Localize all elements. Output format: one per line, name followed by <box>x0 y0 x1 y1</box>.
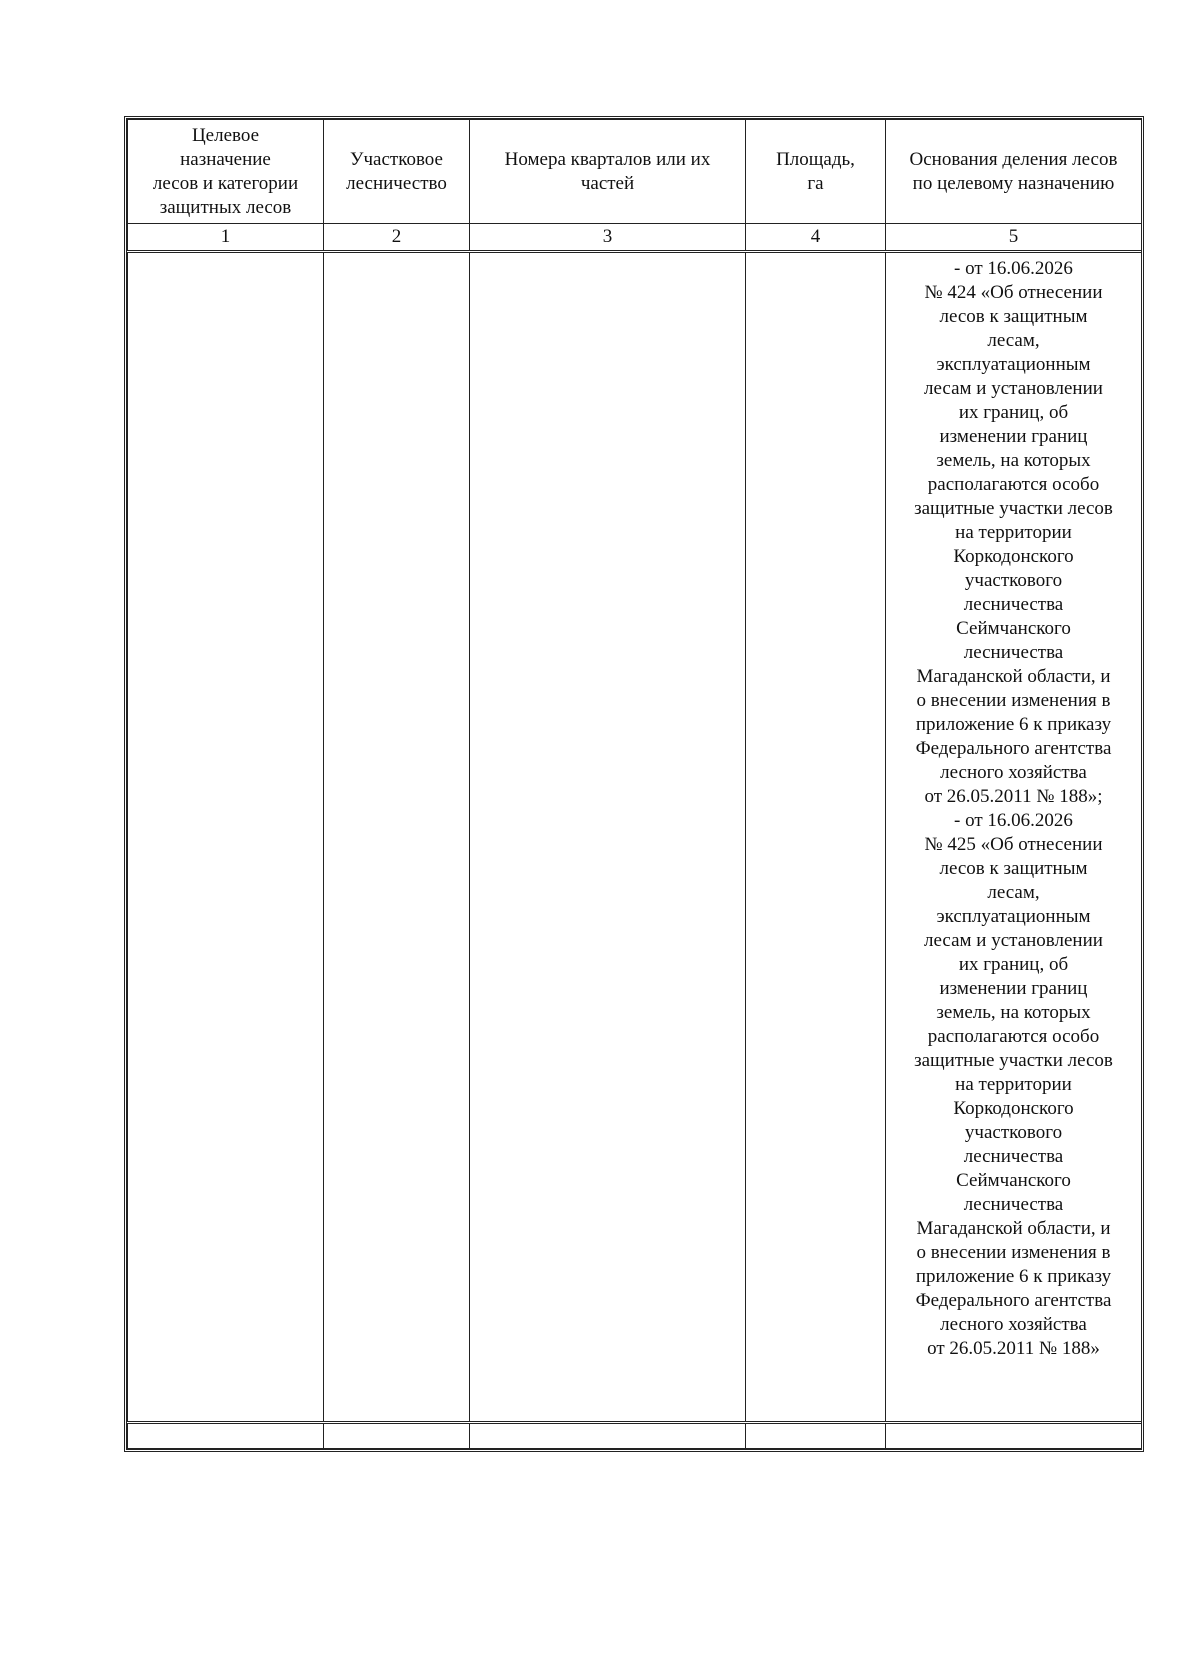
basis-line: защитные участки лесов <box>914 1050 1113 1071</box>
basis-line: участкового <box>964 1122 1063 1143</box>
basis-line: лесного хозяйства <box>940 1314 1087 1335</box>
cell-quarters <box>470 252 746 1423</box>
basis-line: лесничества <box>963 1194 1064 1215</box>
empty-footer-row <box>128 1423 1142 1449</box>
basis-line: изменении границ <box>939 426 1088 447</box>
basis-line: их границ, об <box>958 954 1069 975</box>
basis-line: о внесении изменения в <box>916 1242 1111 1263</box>
basis-line: - от 16.06.2026 <box>954 258 1073 279</box>
basis-line: о внесении изменения в <box>916 690 1111 711</box>
column-number: 1 <box>128 224 324 252</box>
basis-line: участкового <box>964 570 1063 591</box>
header-row <box>128 120 1142 224</box>
cell-purpose <box>128 252 324 1423</box>
header-district <box>324 120 470 224</box>
basis-line: от 26.05.2011 № 188» <box>927 1338 1100 1359</box>
basis-line: земель, на которых <box>936 450 1091 471</box>
empty-cell <box>470 1423 746 1449</box>
basis-line: Магаданской области, и <box>916 1218 1111 1239</box>
basis-line: лесам, <box>987 330 1040 351</box>
table-row <box>128 252 1142 1423</box>
basis-line: Коркодонского <box>953 546 1074 567</box>
basis-line: земель, на которых <box>936 1002 1091 1023</box>
basis-line: лесничества <box>963 642 1064 663</box>
basis-line: лесов к защитным <box>939 858 1088 879</box>
cell-area <box>746 252 886 1423</box>
header-area-line: Площадь, <box>776 148 855 170</box>
basis-line: лесам и установлении <box>924 378 1103 399</box>
basis-line: № 425 «Об отнесении <box>924 834 1103 855</box>
basis-text <box>886 253 1141 1361</box>
header-area <box>746 120 886 224</box>
forest-purpose-table <box>127 119 1142 1449</box>
basis-line: Федерального агентства <box>915 1290 1112 1311</box>
basis-line: располагаются особо <box>927 1026 1100 1047</box>
header-quarters-line: Номера кварталов или их <box>504 148 711 170</box>
header-purpose-line: защитных лесов <box>159 196 292 218</box>
forest-table-frame <box>124 116 1144 1452</box>
column-number-row <box>128 224 1142 252</box>
basis-line: приложение 6 к приказу <box>915 714 1112 735</box>
basis-line: приложение 6 к приказу <box>915 1266 1112 1287</box>
basis-line: № 424 «Об отнесении <box>924 282 1103 303</box>
header-purpose <box>128 120 324 224</box>
header-area-line: га <box>807 172 824 194</box>
basis-line: лесам и установлении <box>924 930 1103 951</box>
basis-line: Коркодонского <box>953 1098 1074 1119</box>
cell-district <box>324 252 470 1423</box>
basis-line: Магаданской области, и <box>916 666 1111 687</box>
basis-line: располагаются особо <box>927 474 1100 495</box>
basis-line: их границ, об <box>958 402 1069 423</box>
empty-cell <box>746 1423 886 1449</box>
header-quarters-line: частей <box>580 172 635 194</box>
basis-line: Сеймчанского <box>956 1170 1071 1191</box>
basis-line: эксплуатационным <box>936 906 1091 927</box>
column-number: 4 <box>746 224 886 252</box>
column-number: 2 <box>324 224 470 252</box>
header-basis <box>886 120 1142 224</box>
basis-line: лесам, <box>987 882 1040 903</box>
header-quarters <box>470 120 746 224</box>
basis-line: защитные участки лесов <box>914 498 1113 519</box>
basis-line: на территории <box>955 522 1072 543</box>
empty-cell <box>324 1423 470 1449</box>
basis-line: лесничества <box>963 1146 1064 1167</box>
header-purpose-line: лесов и категории <box>152 172 299 194</box>
empty-cell <box>128 1423 324 1449</box>
basis-line: Федерального агентства <box>915 738 1112 759</box>
header-basis-line: по целевому назначению <box>912 172 1115 194</box>
basis-line: лесов к защитным <box>939 306 1088 327</box>
empty-cell <box>886 1423 1142 1449</box>
basis-line: Сеймчанского <box>956 618 1071 639</box>
header-district-line: Участковое <box>350 148 443 170</box>
header-district-line: лесничество <box>346 172 447 194</box>
basis-line: изменении границ <box>939 978 1088 999</box>
column-number: 5 <box>886 224 1142 252</box>
header-purpose-line: назначение <box>180 148 271 170</box>
basis-line: на территории <box>955 1074 1072 1095</box>
basis-line: лесного хозяйства <box>940 762 1087 783</box>
cell-basis <box>886 252 1142 1423</box>
header-basis-line: Основания деления лесов <box>909 148 1118 170</box>
basis-line: от 26.05.2011 № 188»; <box>924 786 1103 807</box>
basis-line: лесничества <box>963 594 1064 615</box>
basis-line: - от 16.06.2026 <box>954 810 1073 831</box>
basis-line: эксплуатационным <box>936 354 1091 375</box>
column-number: 3 <box>470 224 746 252</box>
header-purpose-line: Целевое <box>191 124 260 146</box>
